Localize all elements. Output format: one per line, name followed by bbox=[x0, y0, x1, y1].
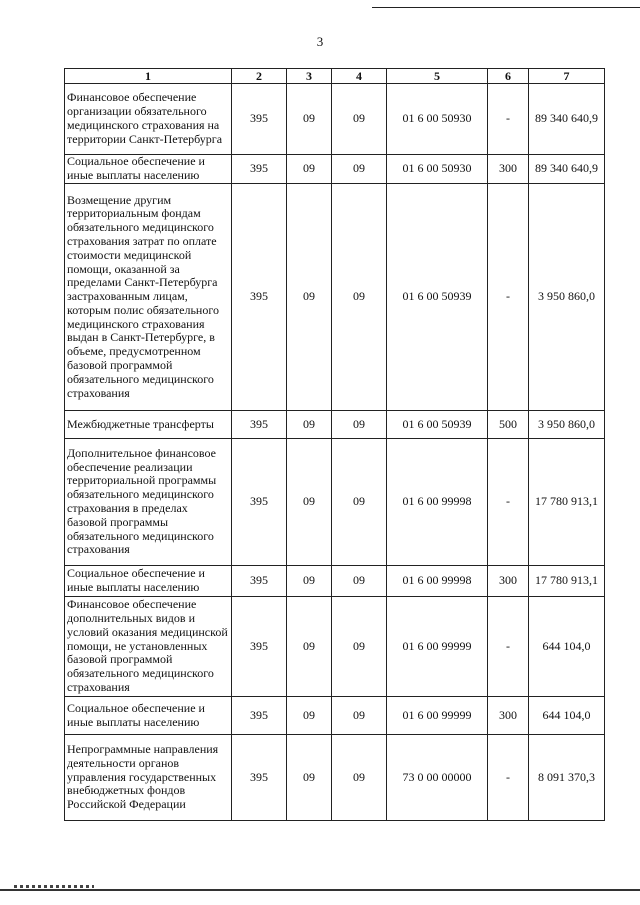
table-row bbox=[65, 155, 605, 184]
row-amount: 17 780 913,1 bbox=[529, 439, 605, 566]
row-name: Межбюджетные трансферты bbox=[65, 411, 232, 439]
row-code-5: 01 6 00 99999 bbox=[387, 697, 488, 735]
budget-table bbox=[64, 68, 605, 821]
table-row bbox=[65, 735, 605, 821]
row-code-4: 09 bbox=[332, 566, 387, 597]
row-code-3: 09 bbox=[287, 566, 332, 597]
row-code-6: 500 bbox=[488, 411, 529, 439]
row-amount: 3 950 860,0 bbox=[529, 184, 605, 411]
header-col-5: 5 bbox=[387, 69, 488, 84]
row-amount: 644 104,0 bbox=[529, 697, 605, 735]
row-name: Социальное обеспечение и иные выплаты населению bbox=[65, 697, 232, 735]
table-header-row bbox=[65, 69, 605, 84]
row-amount: 644 104,0 bbox=[529, 597, 605, 697]
row-code-4: 09 bbox=[332, 439, 387, 566]
row-code-2: 395 bbox=[232, 411, 287, 439]
row-name: Непрограммные направления деятельности органов управления государственных внебюджетных фондов Российской Федерации bbox=[65, 735, 232, 821]
row-name: Дополнительное финансовое обеспечение реализации территориальной программы обязательного медицинского страхования в пределах базовой программы обязательного медицинского страхования bbox=[65, 439, 232, 566]
row-code-3: 09 bbox=[287, 184, 332, 411]
page-number: 3 bbox=[316, 34, 324, 49]
row-code-5: 01 6 00 50930 bbox=[387, 155, 488, 184]
row-code-2: 395 bbox=[232, 597, 287, 697]
row-code-5: 01 6 00 50939 bbox=[387, 184, 488, 411]
header-col-7: 7 bbox=[529, 69, 605, 84]
row-code-5: 01 6 00 50930 bbox=[387, 84, 488, 155]
row-code-6: - bbox=[488, 84, 529, 155]
row-code-2: 395 bbox=[232, 84, 287, 155]
header-col-2: 2 bbox=[232, 69, 287, 84]
row-code-2: 395 bbox=[232, 184, 287, 411]
row-code-4: 09 bbox=[332, 411, 387, 439]
table-row bbox=[65, 439, 605, 566]
row-amount: 89 340 640,9 bbox=[529, 155, 605, 184]
table-row bbox=[65, 184, 605, 411]
top-rule bbox=[372, 7, 640, 8]
row-code-4: 09 bbox=[332, 697, 387, 735]
row-code-3: 09 bbox=[287, 411, 332, 439]
row-name: Финансовое обеспечение организации обязательного медицинского страхования на территории Санкт-Петербурга bbox=[65, 84, 232, 155]
row-code-4: 09 bbox=[332, 597, 387, 697]
row-code-3: 09 bbox=[287, 735, 332, 821]
row-code-6: - bbox=[488, 439, 529, 566]
table-row bbox=[65, 697, 605, 735]
row-code-5: 73 0 00 00000 bbox=[387, 735, 488, 821]
row-name: Финансовое обеспечение дополнительных видов и условий оказания медицинской помощи, не установленных базовой программой обязательного медицинского страхования bbox=[65, 597, 232, 697]
row-code-6: 300 bbox=[488, 566, 529, 597]
header-col-6: 6 bbox=[488, 69, 529, 84]
row-amount: 3 950 860,0 bbox=[529, 411, 605, 439]
row-name: Социальное обеспечение и иные выплаты населению bbox=[65, 155, 232, 184]
row-code-3: 09 bbox=[287, 597, 332, 697]
row-code-2: 395 bbox=[232, 735, 287, 821]
row-code-2: 395 bbox=[232, 697, 287, 735]
row-code-2: 395 bbox=[232, 566, 287, 597]
table-row bbox=[65, 84, 605, 155]
row-code-4: 09 bbox=[332, 155, 387, 184]
header-col-4: 4 bbox=[332, 69, 387, 84]
table-row bbox=[65, 597, 605, 697]
row-code-2: 395 bbox=[232, 439, 287, 566]
row-code-5: 01 6 00 99998 bbox=[387, 566, 488, 597]
row-code-5: 01 6 00 99999 bbox=[387, 597, 488, 697]
row-amount: 89 340 640,9 bbox=[529, 84, 605, 155]
header-col-1: 1 bbox=[65, 69, 232, 84]
row-amount: 8 091 370,3 bbox=[529, 735, 605, 821]
row-name: Социальное обеспечение и иные выплаты населению bbox=[65, 566, 232, 597]
row-name: Возмещение другим территориальным фондам обязательного медицинского страхования затрат по оплате стоимости медицинской помощи, оказанной за пределами Санкт-Петербурга застрахованным лицам, которым полис обязательного медицинского страхования выдан в Санкт-Петербурге, в объеме, предусмотренном базовой программой обязательного медицинского страхования bbox=[65, 184, 232, 411]
table-row bbox=[65, 411, 605, 439]
row-code-4: 09 bbox=[332, 84, 387, 155]
row-code-4: 09 bbox=[332, 184, 387, 411]
row-code-3: 09 bbox=[287, 439, 332, 566]
row-code-3: 09 bbox=[287, 155, 332, 184]
table-row bbox=[65, 566, 605, 597]
header-col-3: 3 bbox=[287, 69, 332, 84]
row-code-5: 01 6 00 99998 bbox=[387, 439, 488, 566]
row-code-4: 09 bbox=[332, 735, 387, 821]
row-amount: 17 780 913,1 bbox=[529, 566, 605, 597]
row-code-3: 09 bbox=[287, 84, 332, 155]
row-code-6: - bbox=[488, 184, 529, 411]
row-code-3: 09 bbox=[287, 697, 332, 735]
row-code-6: 300 bbox=[488, 697, 529, 735]
row-code-5: 01 6 00 50939 bbox=[387, 411, 488, 439]
row-code-6: - bbox=[488, 735, 529, 821]
row-code-2: 395 bbox=[232, 155, 287, 184]
bottom-rule bbox=[0, 889, 640, 891]
scan-artifact bbox=[14, 885, 94, 888]
row-code-6: 300 bbox=[488, 155, 529, 184]
row-code-6: - bbox=[488, 597, 529, 697]
